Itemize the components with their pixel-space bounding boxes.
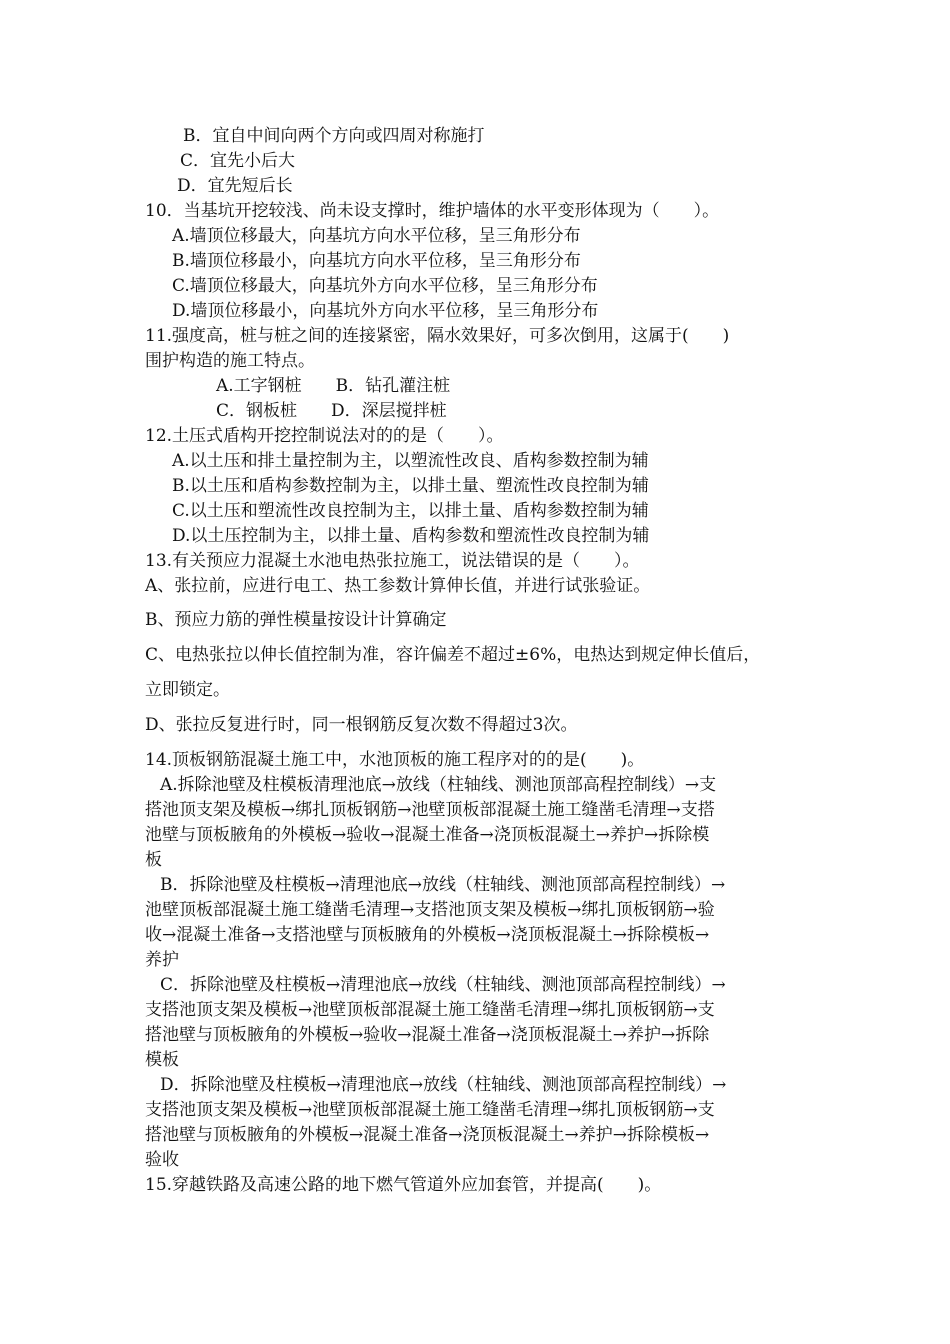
q14-option-b-line: 收→混凝土准备→支搭池壁与顶板腋角的外模板→浇顶板混凝土→拆除模板→: [145, 925, 710, 945]
q13-option-d: D、张拉反复进行时，同一根钢筋反复次数不得超过3次。: [145, 715, 578, 735]
q11-options-cd: C．钢板桩 D．深层搅拌桩: [216, 401, 447, 421]
q12-option-d: D.以土压控制为主，以排土量、盾构参数和塑流性改良控制为辅: [172, 526, 650, 546]
q9-option-c: C．宜先小后大: [180, 151, 296, 171]
q14-option-a-line: A.拆除池壁及柱模板清理池底→放线（柱轴线、测池顶部高程控制线）→支: [160, 775, 717, 795]
q14-option-a-line: 搭池顶支架及模板→绑扎顶板钢筋→池壁顶板部混凝土施工缝凿毛清理→支搭: [145, 800, 715, 820]
q13-option-b: B、预应力筋的弹性模量按设计计算确定: [145, 610, 447, 630]
q14-option-b-line: 池壁顶板部混凝土施工缝凿毛清理→支搭池顶支架及模板→绑扎顶板钢筋→验: [145, 900, 715, 920]
q14-option-a-line: 池壁与顶板腋角的外模板→验收→混凝土准备→浇顶板混凝土→养护→拆除模: [145, 825, 710, 845]
q10-option-d: D.墙顶位移最小，向基坑外方向水平位移，呈三角形分布: [172, 301, 599, 321]
q14-option-d-line: D．拆除池壁及柱模板→清理池底→放线（柱轴线、测池顶部高程控制线）→: [160, 1075, 727, 1095]
q10-option-c: C.墙顶位移最大，向基坑外方向水平位移，呈三角形分布: [172, 276, 598, 296]
q14-option-d-line: 验收: [145, 1150, 179, 1170]
q10-option-a: A.墙顶位移最大，向基坑方向水平位移，呈三角形分布: [172, 226, 581, 246]
q9-option-d: D．宜先短后长: [177, 176, 293, 196]
q11-stem-line1: 11.强度高，桩与桩之间的连接紧密，隔水效果好，可多次倒用，这属于( ): [145, 326, 730, 346]
q14-option-c-line: 支搭池顶支架及模板→池壁顶板部混凝土施工缝凿毛清理→绑扎顶板钢筋→支: [145, 1000, 715, 1020]
q14-option-b-line: 养护: [145, 950, 179, 970]
q14-option-a-line: 板: [145, 850, 162, 870]
q12-stem: 12.土压式盾构开挖控制说法对的的是（ ）。: [145, 426, 504, 446]
q14-option-c-line: C．拆除池壁及柱模板→清理池底→放线（柱轴线、测池顶部高程控制线）→: [160, 975, 726, 995]
q15-stem: 15.穿越铁路及高速公路的地下燃气管道外应加套管，并提高( )。: [145, 1175, 662, 1195]
q11-options-ab: A.工字钢桩 B．钻孔灌注桩: [216, 376, 451, 396]
q12-option-b: B.以土压和盾构参数控制为主，以排土量、塑流性改良控制为辅: [172, 476, 649, 496]
q11-stem-line2: 围护构造的施工特点。: [145, 351, 315, 371]
q10-option-b: B.墙顶位移最小，向基坑方向水平位移，呈三角形分布: [172, 251, 581, 271]
q14-option-c-line: 模板: [145, 1050, 179, 1070]
q14-stem: 14.顶板钢筋混凝土施工中，水池顶板的施工程序对的的是( )。: [145, 750, 645, 770]
q13-option-c-line2: 立即锁定。: [145, 680, 230, 700]
q12-option-c: C.以土压和塑流性改良控制为主，以排土量、盾构参数控制为辅: [172, 501, 649, 521]
q14-option-d-line: 搭池壁与顶板腋角的外模板→混凝土准备→浇顶板混凝土→养护→拆除模板→: [145, 1125, 710, 1145]
q9-option-b: B．宜自中间向两个方向或四周对称施打: [183, 126, 485, 146]
q14-option-b-line: B．拆除池壁及柱模板→清理池底→放线（柱轴线、测池顶部高程控制线）→: [160, 875, 726, 895]
q12-option-a: A.以土压和排土量控制为主，以塑流性改良、盾构参数控制为辅: [172, 451, 649, 471]
q10-stem: 10．当基坑开挖较浅、尚未设支撑时，维护墙体的水平变形体现为（ ）。: [145, 201, 720, 221]
q14-option-d-line: 支搭池顶支架及模板→池壁顶板部混凝土施工缝凿毛清理→绑扎顶板钢筋→支: [145, 1100, 715, 1120]
q13-stem: 13.有关预应力混凝土水池电热张拉施工，说法错误的是（ ）。: [145, 551, 640, 571]
q13-option-c-line1: C、电热张拉以伸长值控制为准，容许偏差不超过±6%，电热达到规定伸长值后，: [145, 645, 761, 665]
q13-option-a: A、张拉前，应进行电工、热工参数计算伸长值，并进行试张验证。: [145, 576, 651, 596]
q14-option-c-line: 搭池壁与顶板腋角的外模板→验收→混凝土准备→浇顶板混凝土→养护→拆除: [145, 1025, 710, 1045]
